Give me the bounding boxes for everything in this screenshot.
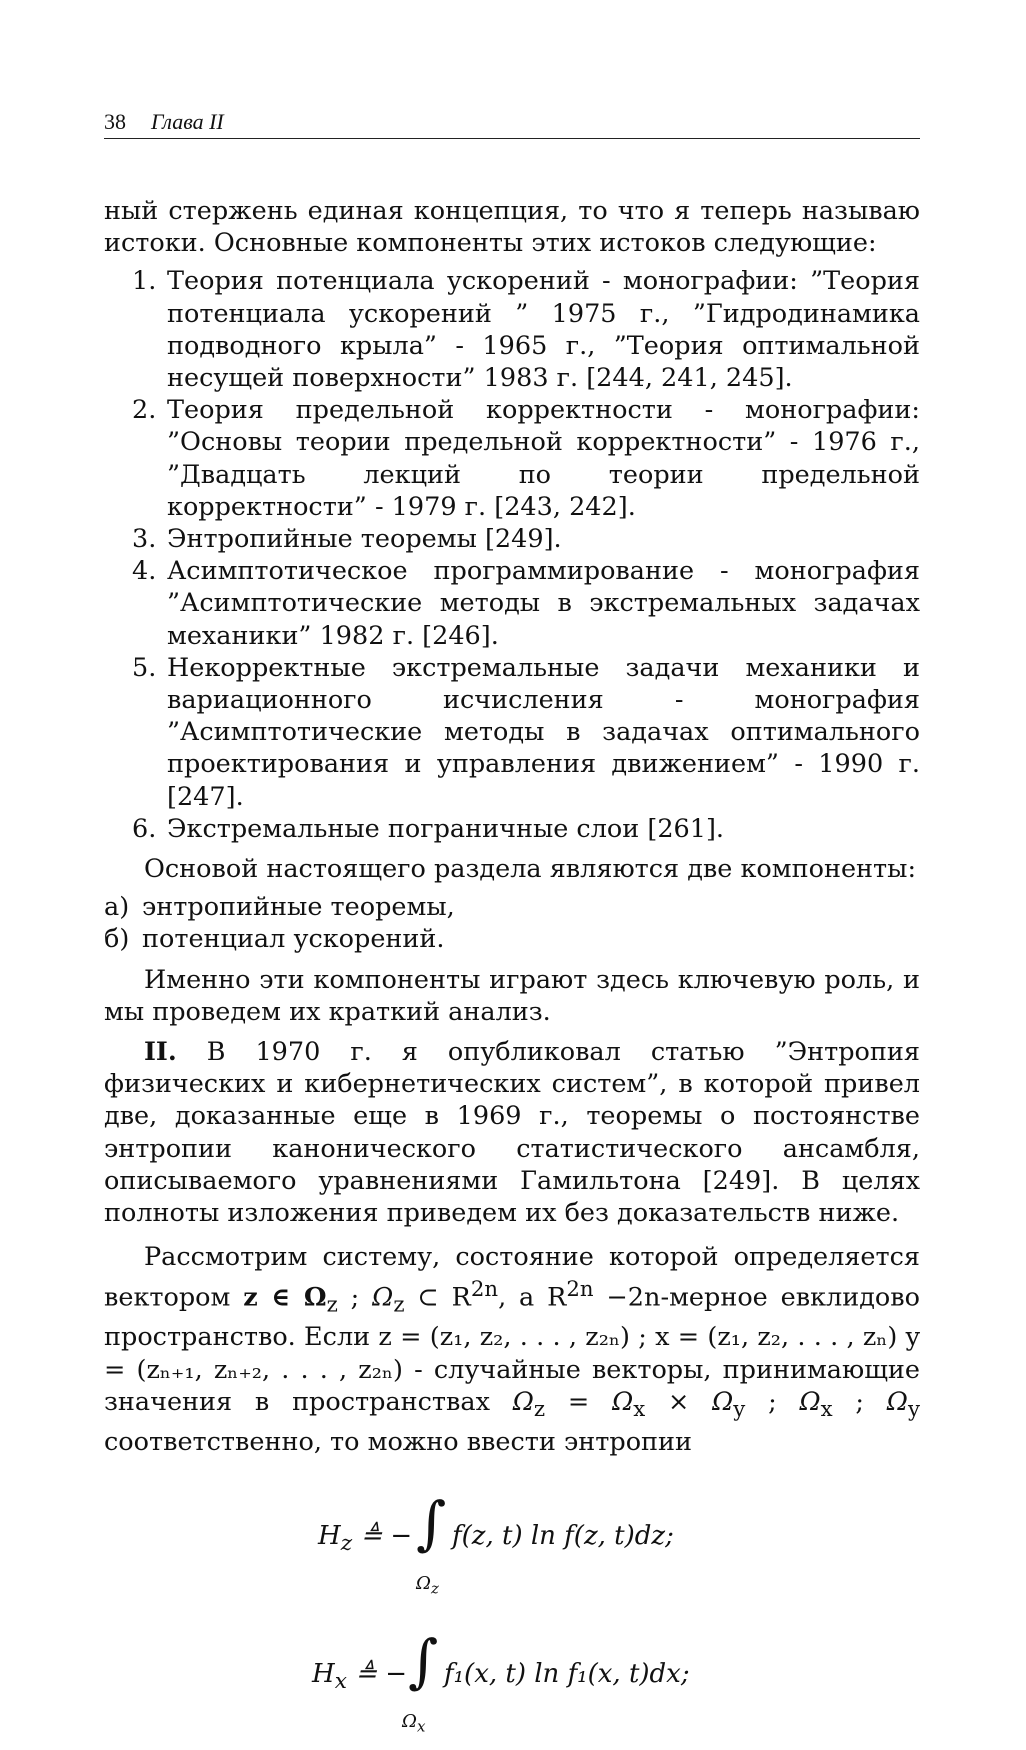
consider-paragraph: Рассмотрим систему, состояние которой определяется вектором z ∈ $\Omega_z$ ; $\Omega_z$ ⊂ $R^{2n}$, а $R^{2n}$ −2n-мерное евклидово пространство. Если z = (z₁, z₂, . . . , z₂ₙ) ; x = (z₁, z₂, . . . , zₙ) y = (zₙ₊₁, zₙ₊₂, . . . , z₂ₙ) - случайные векторы, принимающие значения в пространствах $\Omega_z = \Omega_x \times \Omega_y$ ; $\Omega_x$ ; $\Omega_y$ соответственно, то можно ввести энтропии (104, 1242, 921, 1457)
list-item: б) потенциал ускорений. (104, 924, 445, 955)
list-item: 3. Энтропийные теоремы [249]. (132, 524, 562, 555)
list-item: а) энтропийные теоремы, (104, 892, 455, 923)
running-header (104, 108, 920, 139)
page-number: 38 (104, 109, 126, 134)
section-two-paragraph: II. В 1970 г. я опубликовал статью ”Энтропия физических и кибернетических систем”, в которой привел две, доказанные еще в 1969 г., теоремы о постоянстве энтропии канонического статистического ансамбля, описываемого уравнениями Гамильтона [249]. В целях полноты изложения приведем их без доказательств ниже. (104, 1037, 920, 1229)
section-label: II. (144, 1037, 177, 1068)
key-role-paragraph: Именно эти компоненты играют здесь ключевую роль, и мы проведем их краткий анализ. (104, 964, 920, 1027)
entropy-formula-x: $H_x$ ≜ − ∫ $\Omega_x$ f₁(x, t) ln f₁(x, t)dx; (312, 1627, 690, 1736)
entropy-formula-z: $H_z$ ≜ − ∫ $\Omega_z$ f(z, t) ln f(z, t)dz; (318, 1489, 674, 1598)
list-item: 5. Некорректные экстремальные задачи механики и вариационного исчисления - монография ”Асимптотические методы в задачах оптимального проектирования и управления движением” - 1990 г. [247]. (132, 652, 920, 812)
list-item: 1. Теория потенциала ускорений - монографии: ”Теория потенциала ускорений ” 1975 г., ”Гидродинамика подводного крыла” - 1965 г., ”Теория оптимальной несущей поверхности” 1983 г. [244, 241, 245]. (132, 266, 920, 394)
list-item: 4. Асимптотическое программирование - монография ”Асимптотические методы в экстремальных задачах механики” 1982 г. [246]. (132, 556, 920, 651)
integral-sign: ∫ (408, 1627, 439, 1696)
components-list (104, 891, 920, 955)
list-item: 6. Экстремальные пограничные слои [261]. (132, 813, 725, 844)
basis-paragraph: Основой настоящего раздела являются две компоненты: (144, 854, 917, 885)
chapter-title: Глава II (151, 109, 224, 134)
list-item: 2. Теория предельной корректности - монографии: ”Основы теории предельной корректности” - 1976 г., ”Двадцать лекций по теории предельной корректности” - 1979 г. [243, 242]. (132, 395, 920, 522)
intro-paragraph: ный стержень единая концепция, то что я теперь называю истоки. Основные компоненты этих истоков следующие: (104, 196, 920, 259)
integral-sign: ∫ (416, 1489, 447, 1558)
page (104, 108, 920, 1750)
sources-list (104, 265, 920, 845)
